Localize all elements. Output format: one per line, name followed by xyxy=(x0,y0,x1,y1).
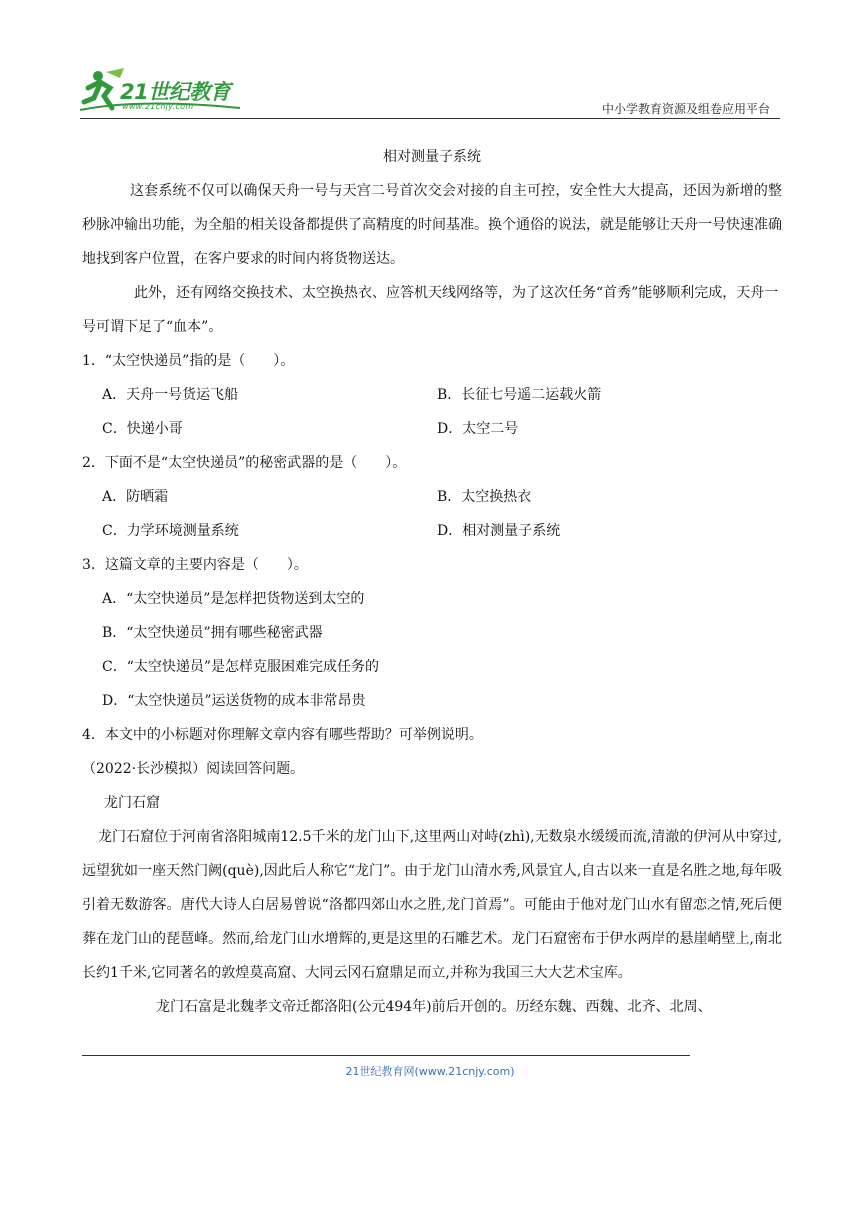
option-b: B．长征七号遥二运载火箭 xyxy=(437,387,602,403)
question-2 xyxy=(82,446,782,548)
option-d: D．“太空快递员”运送货物的成本非常昂贵 xyxy=(102,693,366,709)
option-c: C．快递小哥 xyxy=(102,421,183,437)
footer-link[interactable]: 21世纪教育网(www.21cnjy.com) xyxy=(345,1065,515,1078)
option-a: A．防晒霜 xyxy=(102,489,169,505)
question-stem: 1．“太空快递员”指的是（ ）。 xyxy=(82,353,295,369)
document-body xyxy=(82,140,782,1024)
header-divider xyxy=(80,118,780,119)
logo-url: www.21cnjy.com xyxy=(122,102,194,111)
option-a: A．“太空快递员”是怎样把货物送到太空的 xyxy=(102,591,365,607)
option-b: B．太空换热衣 xyxy=(437,489,532,505)
option-d: D．太空二号 xyxy=(437,421,519,437)
header-platform-text: 中小学教育资源及组卷应用平台 xyxy=(601,102,770,116)
paragraph-2: 此外，还有网络交换技术、太空换热衣、应答机天线网络等，为了这次任务“首秀”能够顺利完成，天舟一号可谓下足了“血本”。 xyxy=(82,285,779,335)
option-c: C．“太空快递员”是怎样克服困难完成任务的 xyxy=(102,659,380,675)
question-4: 4．本文中的小标题对你理解文章内容有哪些帮助？可举例说明。 xyxy=(82,727,483,743)
option-d: D．相对测量子系统 xyxy=(437,523,561,539)
passage-title: 相对测量子系统 xyxy=(383,149,481,165)
option-c: C．力学环境测量系统 xyxy=(102,523,239,539)
option-b: B．“太空快递员”拥有哪些秘密武器 xyxy=(102,625,323,641)
question-stem: 2．下面不是“太空快递员”的秘密武器的是（ ）。 xyxy=(82,455,407,471)
logo-text: 21世纪教育 xyxy=(120,80,231,104)
footer-divider xyxy=(82,1055,690,1056)
section-2-title: 龙门石窟 xyxy=(104,795,160,811)
section-2-paragraph-2: 龙门石富是北魏孝文帝迁都洛阳(公元494年)前后开创的。历经东魏、西魏、北齐、北周、 xyxy=(156,999,712,1015)
option-a: A．天舟一号货运飞船 xyxy=(102,387,239,403)
section-2-paragraph-1: 龙门石窟位于河南省洛阳城南12.5千米的龙门山下,这里两山对峙(zhì),无数泉水缓缓而流,清澈的伊河从中穿过,远望犹如一座天然门阙(què),因此后人称它“龙门”。由于龙门山清水秀,风景宜人,自古以来一直是名胜之地,每年吸引着无数游客。唐代大诗人白居易曾说“洛都四郊山水之胜,龙门首焉”。可能由于他对龙门山水有留恋之情,死后便葬在龙门山的琵琶峰。然而,给龙门山水增辉的,更是这里的石雕艺术。龙门石窟密布于伊水两岸的悬崖峭壁上,南北长约1千米,它同著名的敦煌莫高窟、大同云冈石窟鼎足而立,并称为我国三大大艺术宝库。 xyxy=(82,829,782,981)
question-stem: 3．这篇文章的主要内容是（ ）。 xyxy=(82,557,308,573)
question-1 xyxy=(82,344,782,446)
section-2-intro: （2022·长沙模拟）阅读回答问题。 xyxy=(82,761,305,777)
paragraph-1: 这套系统不仅可以确保天舟一号与天宫二号首次交会对接的自主可控，安全性大大提高，还因为新增的整秒脉冲输出功能，为全船的相关设备都提供了高精度的时间基准。换个通俗的说法，就是能够让天舟一号快速准确地找到客户位置，在客户要求的时间内将货物送达。 xyxy=(82,183,782,267)
question-3 xyxy=(82,548,782,718)
